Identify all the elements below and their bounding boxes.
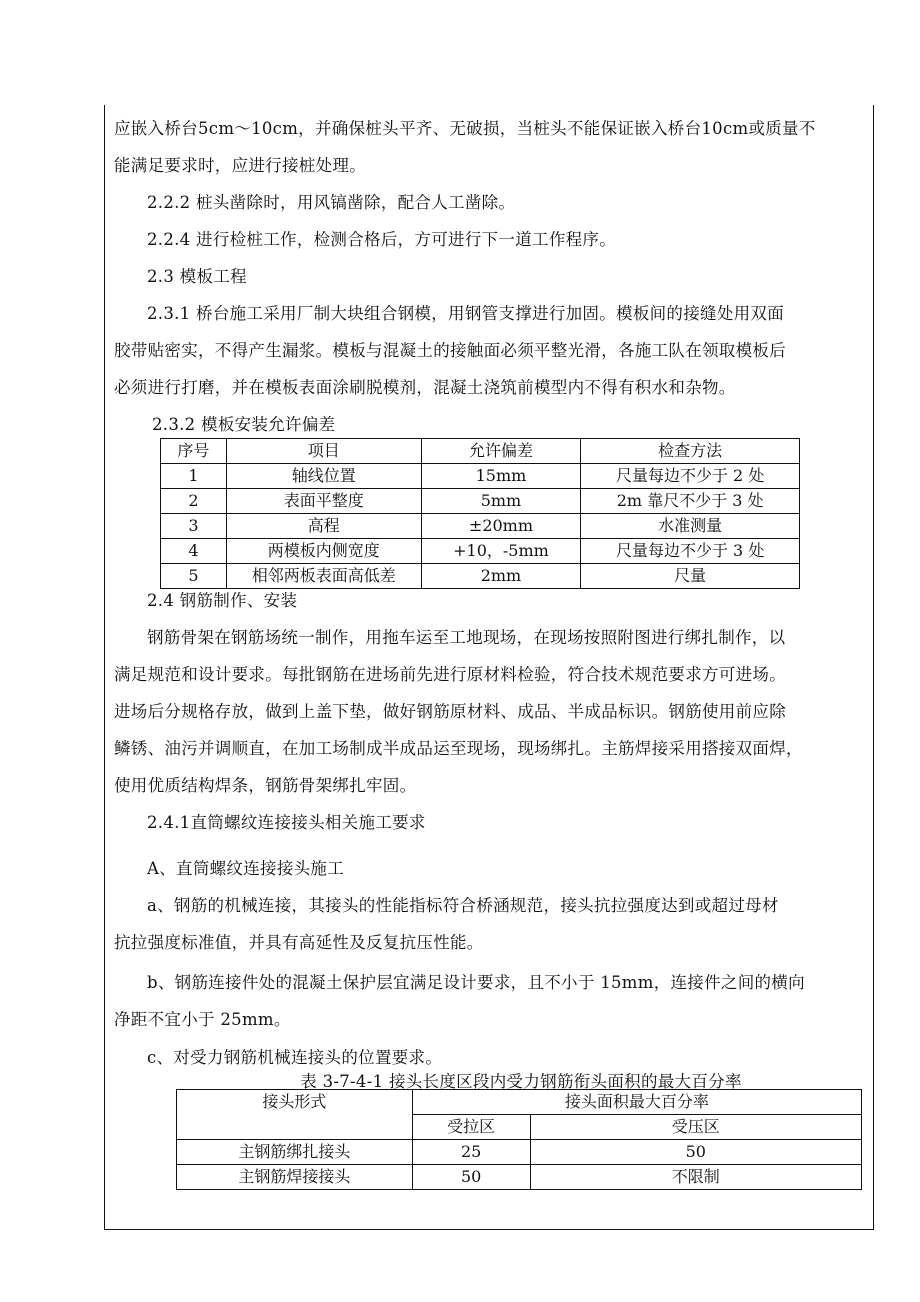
- cell: 15mm: [421, 464, 581, 489]
- cell: 50: [412, 1165, 530, 1190]
- table-header-row: [161, 439, 800, 464]
- section-heading: 2.4.1直筒螺纹连接接头相关施工要求: [147, 813, 426, 832]
- cell: 5: [161, 564, 227, 589]
- table-header-row: [177, 1090, 862, 1115]
- paragraph: 2.2.2 桩头凿除时，用风镐凿除，配合人工凿除。: [147, 193, 516, 212]
- paragraph: 应嵌入桥台5cm～10cm，并确保桩头平齐、无破损，当桩头不能保证嵌入桥台10cm或质量不: [114, 119, 816, 138]
- header-cell: 受压区: [530, 1115, 861, 1140]
- table-row: [161, 489, 800, 514]
- section-heading: 2.3 模板工程: [147, 267, 247, 286]
- section-heading: 2.4 钢筋制作、安装: [147, 591, 298, 610]
- header-cell: 接头面积最大百分率: [412, 1090, 861, 1115]
- table-caption: 2.3.2 模板安装允许偏差: [152, 415, 336, 434]
- cell: 1: [161, 464, 227, 489]
- paragraph: a、钢筋的机械连接，其接头的性能指标符合桥涵规范，接头抗拉强度达到或超过母材: [147, 896, 779, 915]
- cell: 50: [530, 1140, 861, 1165]
- cell: 5mm: [421, 489, 581, 514]
- paragraph: 2.2.4 进行检桩工作，检测合格后，方可进行下一道工作程序。: [147, 230, 617, 249]
- formwork-tolerance-table: [160, 438, 800, 589]
- cell: 25: [412, 1140, 530, 1165]
- cell: 表面平整度: [226, 489, 421, 514]
- cell: 相邻两板表面高低差: [226, 564, 421, 589]
- paragraph: c、对受力钢筋机械连接头的位置要求。: [147, 1048, 443, 1067]
- cell: 2m 靠尺不少于 3 处: [581, 489, 800, 514]
- section-heading: A、直筒螺纹连接接头施工: [147, 859, 345, 878]
- paragraph: 能满足要求时，应进行接桩处理。: [114, 156, 366, 175]
- paragraph: 满足规范和设计要求。每批钢筋在进场前先进行原材料检验，符合技术规范要求方可进场。: [114, 665, 786, 684]
- paragraph: 抗拉强度标准值，并具有高延性及反复抗压性能。: [114, 933, 484, 952]
- paragraph: 净距不宜小于 25mm。: [114, 1010, 291, 1029]
- header-cell: 项目: [226, 439, 421, 464]
- cell: 尺量: [581, 564, 800, 589]
- cell: 4: [161, 539, 227, 564]
- header-cell: 检查方法: [581, 439, 800, 464]
- cell: +10，-5mm: [421, 539, 581, 564]
- cell: 尺量每边不少于 2 处: [581, 464, 800, 489]
- cell: 主钢筋焊接接头: [177, 1165, 413, 1190]
- header-cell: 接头形式: [177, 1090, 413, 1140]
- cell: 两模板内侧宽度: [226, 539, 421, 564]
- table-row: [177, 1165, 862, 1190]
- paragraph: 必须进行打磨，并在模板表面涂刷脱模剂，混凝土浇筑前模型内不得有积水和杂物。: [114, 378, 736, 397]
- header-cell: 允许偏差: [421, 439, 581, 464]
- paragraph: 鳞锈、油污并调顺直，在加工场制成半成品运至现场，现场绑扎。主筋焊接采用搭接双面焊，: [114, 739, 803, 758]
- table-row: [161, 514, 800, 539]
- paragraph: 钢筋骨架在钢筋场统一制作，用拖车运至工地现场，在现场按照附图进行绑扎制作，以: [147, 628, 786, 647]
- cell: 尺量每边不少于 3 处: [581, 539, 800, 564]
- cell: 3: [161, 514, 227, 539]
- paragraph: 使用优质结构焊条，钢筋骨架绑扎牢固。: [114, 776, 417, 795]
- joint-percentage-table: [176, 1089, 862, 1190]
- table-row: [177, 1140, 862, 1165]
- cell: 轴线位置: [226, 464, 421, 489]
- table-caption: 表 3-7-4-1 接头长度区段内受力钢筋衔头面积的最大百分率: [300, 1072, 742, 1091]
- header-cell: 序号: [161, 439, 227, 464]
- cell: 高程: [226, 514, 421, 539]
- cell: 主钢筋绑扎接头: [177, 1140, 413, 1165]
- table-row: [161, 539, 800, 564]
- paragraph: 胶带贴密实，不得产生漏浆。模板与混凝土的接触面必须平整光滑，各施工队在领取模板后: [114, 341, 786, 360]
- paragraph: b、钢筋连接件处的混凝土保护层宜满足设计要求，且不小于 15mm，连接件之间的横向: [147, 973, 805, 992]
- header-cell: 受拉区: [412, 1115, 530, 1140]
- paragraph: 进场后分规格存放，做到上盖下垫，做好钢筋原材料、成品、半成品标识。钢筋使用前应除: [114, 702, 786, 721]
- cell: 水准测量: [581, 514, 800, 539]
- cell: 不限制: [530, 1165, 861, 1190]
- cell: 2: [161, 489, 227, 514]
- table-row: [161, 464, 800, 489]
- cell: 2mm: [421, 564, 581, 589]
- cell: ±20mm: [421, 514, 581, 539]
- paragraph: 2.3.1 桥台施工采用厂制大块组合钢模，用钢管支撑进行加固。模板间的接缝处用双面: [147, 304, 785, 323]
